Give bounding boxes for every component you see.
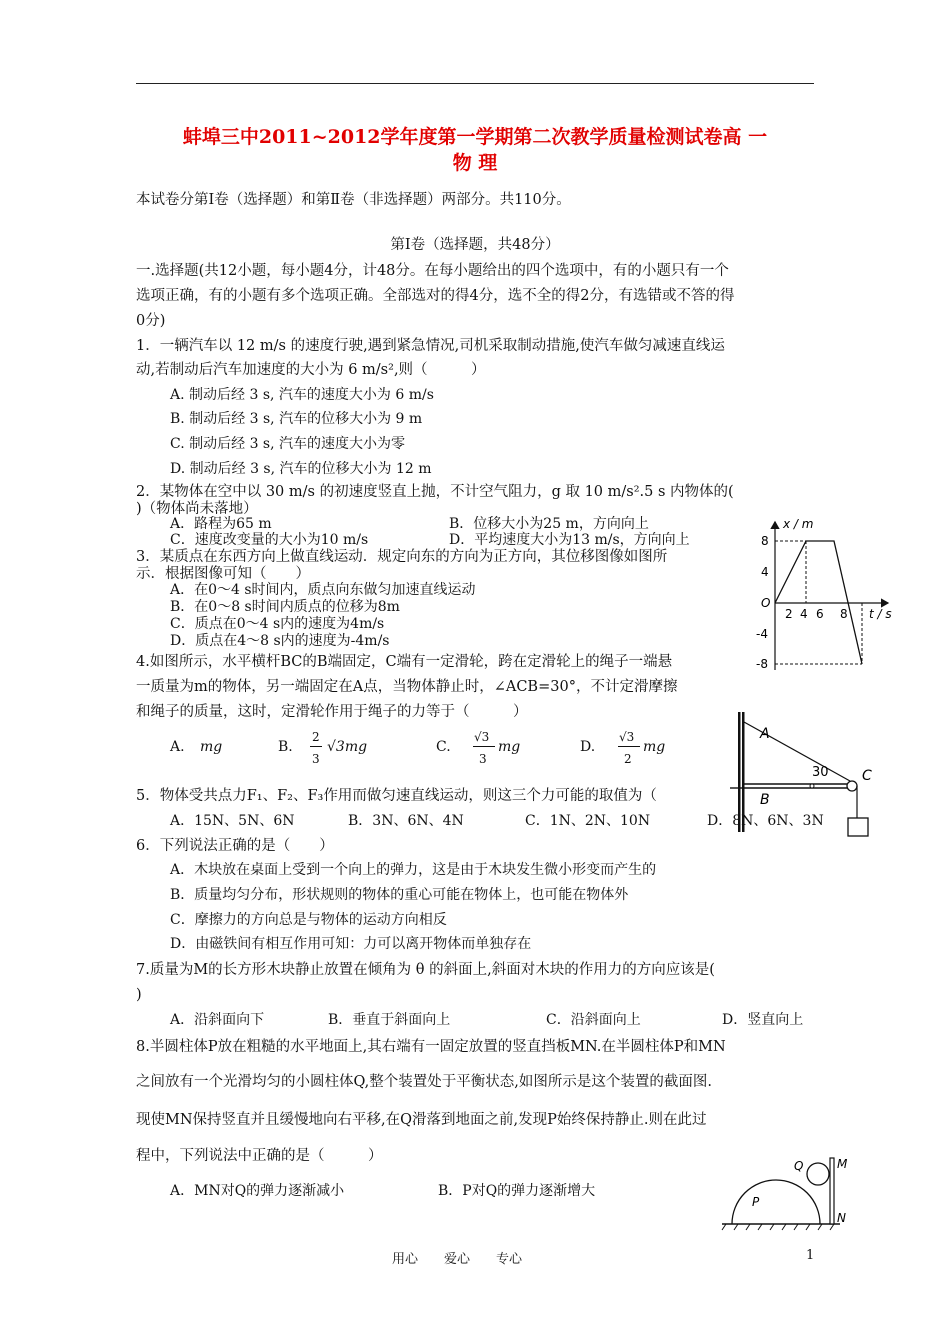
q6-option-a: A．木块放在桌面上受到一个向上的弹力，这是由于木块发生微小形变而产生的 (170, 862, 657, 878)
q3-option-c: C．质点在0～4 s内的速度为4m/s (170, 616, 385, 632)
section1-line3: 0分) (136, 313, 166, 329)
q6-line1: 6．下列说法正确的是（ ） (136, 838, 334, 854)
position-time-graph (752, 512, 896, 678)
q7-line2: ) (136, 987, 142, 1003)
q2-option-a: A．路程为65 m (170, 516, 272, 532)
board-mn (830, 1158, 834, 1224)
q1-option-c: C. 制动后经 3 s, 汽车的速度大小为零 (170, 436, 406, 452)
q8-line3: 现使MN保持竖直并且缓慢地向右平移,在Q滑落到地面之前,发现P始终保持静止.则在此过 (136, 1112, 707, 1128)
x-tick-8: 8 (840, 607, 848, 621)
label-q: Q (794, 1159, 804, 1173)
q1-option-d: D. 制动后经 3 s, 汽车的位移大小为 12 m (170, 461, 432, 477)
q8-line2: 之间放有一个光滑均匀的小圆柱体Q,整个装置处于平衡状态,如图所示是这个装置的截面图. (136, 1074, 712, 1090)
q1-line2: 动,若制动后汽车加速度的大小为 6 m/s²,则（ ） (136, 362, 486, 378)
q5-option-b: B．3N、6N、4N (348, 813, 464, 829)
page-title (136, 124, 814, 176)
q4-option-b-bar (310, 746, 322, 747)
q4-option-b-num: 2 (312, 730, 320, 744)
label-p: P (752, 1195, 760, 1209)
q4-option-d-bar (618, 746, 640, 747)
page-number: 1 (806, 1248, 815, 1263)
q6-option-b: B．质量均匀分布，形状规则的物体的重心可能在物体上，也可能在物体外 (170, 887, 629, 903)
q4-option-c-num: √3 (474, 730, 490, 744)
q8-option-b: B．P对Q的弹力逐渐增大 (438, 1183, 596, 1199)
q5-option-a: A．15N、5N、6N (170, 813, 295, 829)
half-cylinder-p (732, 1180, 820, 1224)
x-tick-2: 2 (785, 607, 793, 621)
q7-option-b: B．垂直于斜面向上 (328, 1012, 451, 1028)
q7-line1: 7.质量为M的长方形木块静止放置在倾角为 θ 的斜面上,斜面对木块的作用力的方向应该是( (136, 962, 715, 978)
label-a: A (760, 726, 770, 742)
section1-line1: 一.选择题(共12小题，每小题4分，计48分。在每小题给出的四个选项中，有的小题只有一个 (136, 263, 729, 279)
q4-option-c-tail: mg (498, 739, 521, 755)
q3-option-d: D．质点在4～8 s内的速度为-4m/s (170, 633, 390, 649)
q2-option-c: C．速度改变量的大小为10 m/s (170, 532, 369, 548)
q8-line4: 程中，下列说法中正确的是（ ） (136, 1148, 383, 1164)
title-line-1: 蚌埠三中2011~2012学年度第一学期第二次教学质量检测试卷高 一 (182, 126, 768, 148)
q4-option-b-label: B. (278, 739, 293, 755)
angle-label: 30 (812, 765, 829, 780)
ground-hatch (722, 1224, 834, 1230)
header-rule (136, 83, 814, 84)
q4-option-c-label: C. (436, 739, 451, 755)
q1-option-a: A. 制动后经 3 s, 汽车的速度大小为 6 m/s (170, 387, 434, 403)
q4-line3: 和绳子的质量，这时，定滑轮作用于绳子的力等于（ ） (136, 704, 528, 720)
q4-line2: 一质量为m的物体，另一端固定在A点，当物体静止时，∠ACB=30°，不计定滑摩擦 (136, 679, 678, 695)
q8-option-a: A．MN对Q的弹力逐渐减小 (170, 1183, 345, 1199)
y-tick-neg4: -4 (756, 627, 768, 641)
q3-line2: 示．根据图像可知（ ） (136, 566, 310, 582)
q4-option-c-bar (473, 746, 495, 747)
y-tick-4: 4 (761, 565, 769, 579)
q1-line1: 1．一辆汽车以 12 m/s 的速度行驶,遇到紧急情况,司机采取制动措施,使汽车做匀减速直线运 (136, 338, 725, 354)
y-axis-label: x / m (783, 517, 814, 531)
q4-option-a-label: A. (170, 739, 185, 755)
q5-option-c: C．1N、2N、10N (525, 813, 651, 829)
q7-option-c: C．沿斜面向上 (546, 1012, 641, 1028)
label-b: B (760, 792, 770, 808)
q4-line1: 4.如图所示，水平横杆BC的B端固定，C端有一定滑轮，跨在定滑轮上的绳子一端悬 (136, 654, 673, 670)
label-c: C (862, 768, 872, 784)
q4-option-a: mg (200, 739, 223, 755)
q4-option-d-num: √3 (619, 730, 635, 744)
q2-line1: 2．某物体在空中以 30 m/s 的初速度竖直上抛，不计空气阻力，g 取 10 m/s².5 s 内物体的( (136, 484, 734, 500)
x-tick-6: 6 (816, 607, 824, 621)
q5-option-d: D．8N、6N、3N (707, 813, 824, 829)
q2-option-b: B．位移大小为25 m，方向向上 (449, 516, 649, 532)
q4-option-d-label: D. (580, 739, 596, 755)
q1-option-b: B. 制动后经 3 s, 汽车的位移大小为 9 m (170, 411, 423, 427)
x-tick-4: 4 (800, 607, 808, 621)
q5-line1: 5．物体受共点力F₁、F₂、F₃作用而做匀速直线运动，则这三个力可能的取值为（ (136, 788, 657, 804)
q4-option-b-tail: √3mg (327, 739, 368, 755)
q2-line2: )（物体尚未落地） (136, 501, 258, 517)
label-m: M (837, 1157, 848, 1171)
bar-pin (810, 784, 814, 788)
part1-heading: 第Ⅰ卷（选择题，共48分） (390, 237, 560, 253)
q6-option-c: C．摩擦力的方向总是与物体的运动方向相反 (170, 912, 447, 928)
x-axis-label: t / s (869, 607, 892, 621)
q6-option-d: D．由磁铁间有相互作用可知：力可以离开物体而单独存在 (170, 936, 532, 952)
y-tick-8: 8 (761, 534, 769, 548)
q4-option-b-den: 3 (312, 752, 320, 766)
q3-option-b: B．在0～8 s时间内质点的位移为8m (170, 599, 400, 615)
q4-option-d-den: 2 (624, 752, 632, 766)
pulley-wheel (847, 781, 857, 791)
q4-option-d-tail: mg (643, 739, 666, 755)
q8-line1: 8.半圆柱体P放在粗糙的水平地面上,其右端有一固定放置的竖直挡板MN.在半圆柱体P和MN (136, 1039, 726, 1055)
y-tick-neg8: -8 (756, 657, 768, 671)
intro: 本试卷分第Ⅰ卷（选择题）和第Ⅱ卷（非选择题）两部分。共110分。 (136, 192, 571, 208)
section1-line2: 选项正确，有的小题有多个选项正确。全部选对的得4分，选不全的得2分，有选错或不答的得 (136, 288, 735, 304)
cylinder-figure (712, 1150, 862, 1232)
q4-option-c-den: 3 (479, 752, 487, 766)
footer-text: 用心 爱心 专心 (392, 1252, 523, 1267)
label-n: N (837, 1211, 846, 1225)
title-line-2: 物 理 (452, 152, 498, 174)
small-cylinder-q (807, 1163, 829, 1185)
q3-option-a: A．在0～4 s时间内，质点向东做匀加速直线运动 (170, 582, 476, 598)
q7-option-d: D．竖直向上 (722, 1012, 804, 1028)
hanging-mass (848, 818, 868, 836)
q7-option-a: A．沿斜面向下 (170, 1012, 265, 1028)
origin-label: O (761, 596, 771, 610)
q3-line1: 3．某质点在东西方向上做直线运动．规定向东的方向为正方向，其位移图像如图所 (136, 549, 668, 565)
q2-option-d: D．平均速度大小为13 m/s，方向向上 (449, 532, 690, 548)
